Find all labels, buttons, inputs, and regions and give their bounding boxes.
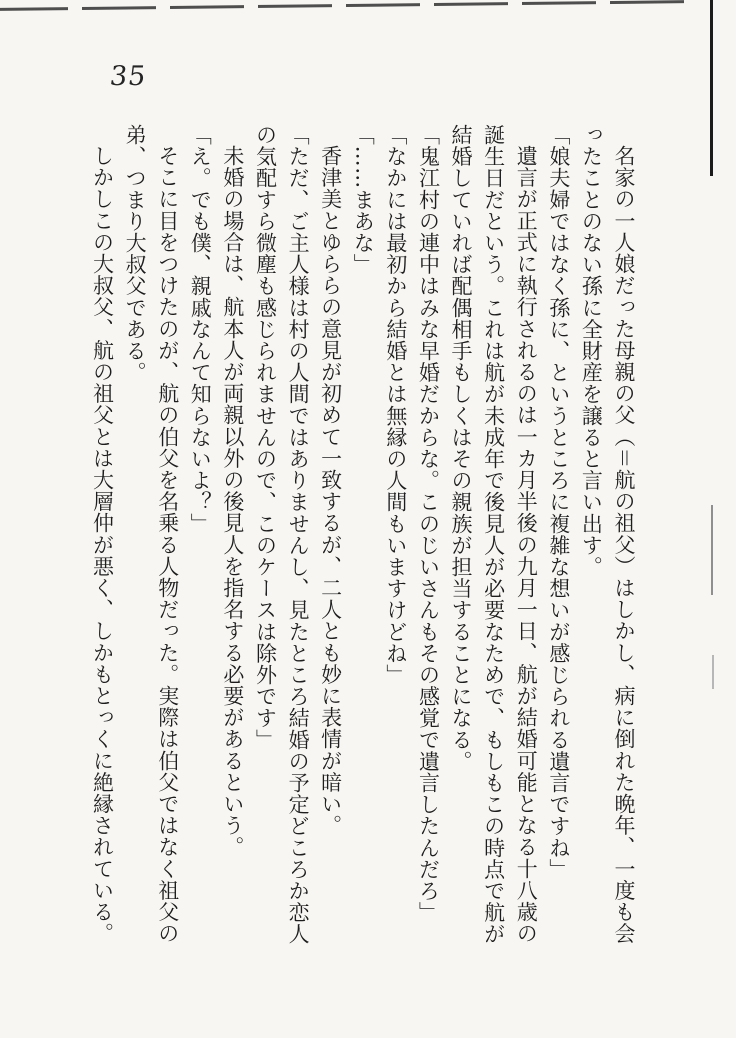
text-column-11: 「ただ、ご主人様は村の人間ではありませんし、見たところ結婚の予定どころか恋人: [286, 124, 311, 945]
scan-artifact-top-edge: [0, 0, 696, 10]
text-column-1: 名家の一人娘だった母親の父（＝航の祖父）はしかし、病に倒れた晩年、一度も会: [612, 145, 636, 945]
scan-artifact-right-edge: [710, 0, 713, 176]
scan-artifact-right-edge-faint: [711, 505, 713, 595]
scan-artifact-right-edge-faint-2: [712, 655, 714, 689]
text-column-15: そこに目をつけたのが、航の伯父を名乗る人物だった。実際は伯父ではなく祖父の: [155, 145, 180, 945]
text-column-10: 香津美とゆららの意見が初めて一致するが、二人とも妙に表情が暗い。: [318, 145, 343, 837]
text-column-8: 「なかには最初から結婚とは無縁の人間もいますけどね」: [383, 124, 408, 686]
text-column-17: しかしこの大叔父、航の祖父とは大層仲が悪く、しかもとっくに絶縁されている。: [90, 145, 115, 945]
text-column-6: 結婚していれば配偶相手もしくはその親族が担当することになる。: [449, 124, 474, 772]
text-column-3: 「娘夫婦ではなく孫に、というところに複雑な想いが感じられる遺言ですね」: [546, 124, 571, 880]
page-number: 35: [108, 61, 149, 92]
text-column-13: 未婚の場合は、航本人が両親以外の後見人を指名する必要があるという。: [220, 145, 245, 858]
vertical-text-block: [86, 124, 640, 950]
text-column-12: の気配すら微塵も感じられませんので、このケースは除外です」: [253, 124, 278, 751]
text-column-5: 誕生日だという。これは航が未成年で後見人が必要なためで、もしもこの時点で航が: [481, 124, 506, 945]
text-column-16: 弟、つまり大叔父である。: [123, 124, 148, 384]
text-column-4: 遺言が正式に執行されるのは一カ月半後の九月一日、航が結婚可能となる十八歳の: [514, 145, 539, 945]
text-column-14: 「え。でも僕、親戚なんて知らないよ？」: [188, 124, 213, 535]
text-column-7: 「鬼江村の連中はみな早婚だからな。このじいさんもその感覚で遺言したんだろ」: [416, 124, 441, 924]
text-column-2: ったことのない孫に全財産を譲ると言い出す。: [579, 124, 604, 578]
text-column-9: 「……まあな」: [351, 124, 376, 276]
